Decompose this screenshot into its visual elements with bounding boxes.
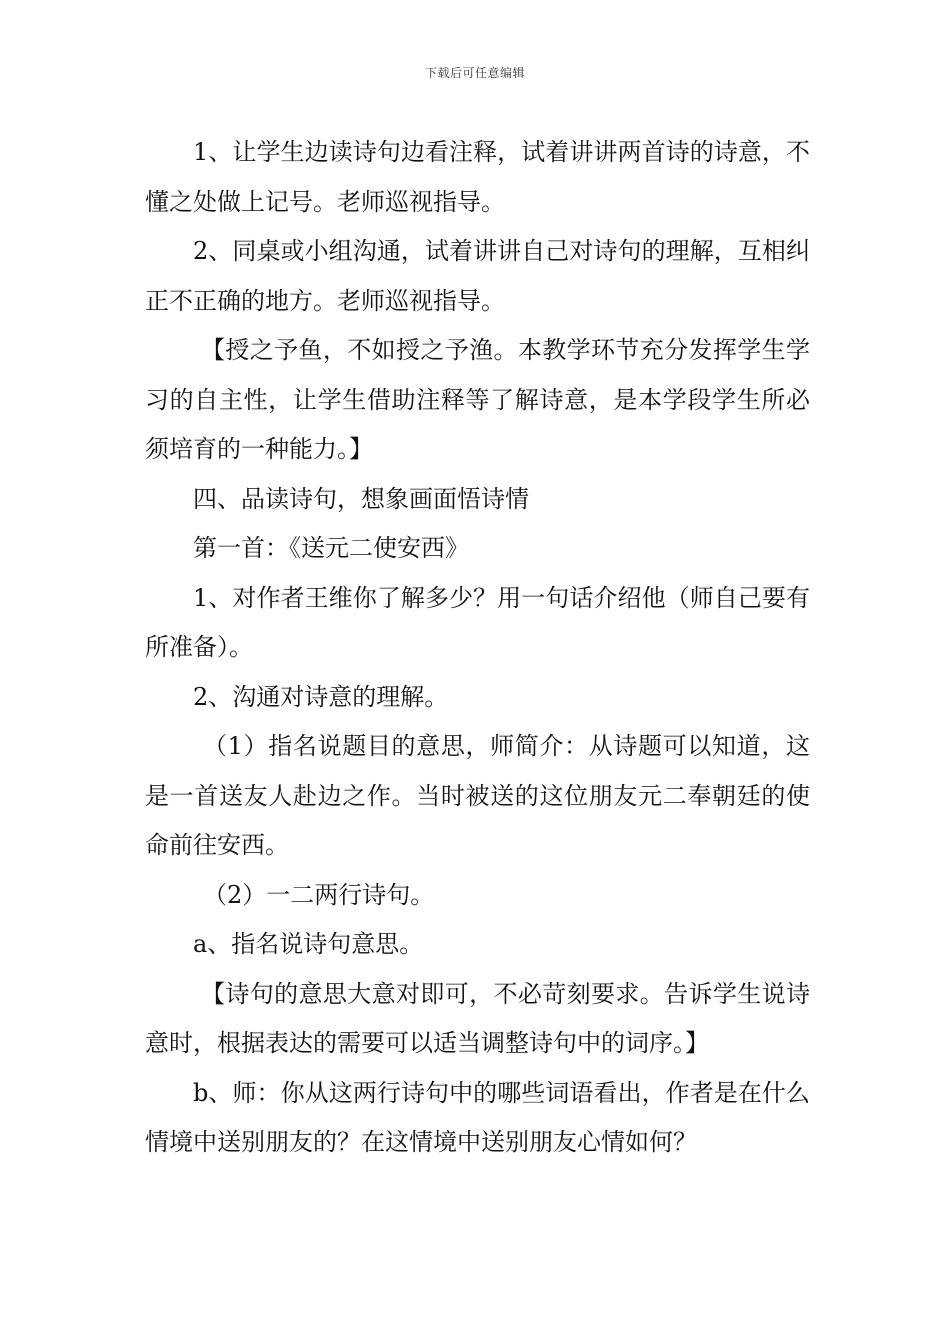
paragraph-note-2: 【诗句的意思大意对即可，不必苛刻要求。告诉学生说诗意时，根据表达的需要可以适当调整诗句中的词序。】 [145,979,810,1057]
paragraph-author: 1、对作者王维你了解多少？用一句话介绍他（师自己要有所准备）。 [145,583,810,661]
paragraph-sub-2: （2）一二两行诗句。 [203,880,435,909]
paragraph-discuss: 2、沟通对诗意的理解。 [193,682,449,711]
paragraph-item-a: a、指名说诗句意思。 [193,930,424,958]
paragraph-sub-1: （1）指名说题目的意思，师简介：从诗题可以知道，这是一首送友人赴边之作。当时被送的这位朋友元二奉朝廷的使命前往安西。 [145,732,810,859]
document-body [145,128,810,1168]
paragraph-note-1: 【授之予鱼，不如授之予渔。本教学环节充分发挥学生学习的自主性，让学生借助注释等了解诗意，是本学段学生所必须培育的一种能力。】 [145,336,810,463]
page-header: 下载后可任意编辑 [424,66,525,80]
paragraph-step-2: 2、同桌或小组沟通，试着讲讲自己对诗句的理解，互相纠正不正确的地方。老师巡视指导。 [145,237,810,315]
paragraph-step-1: 1、让学生边读诗句边看注释，试着讲讲两首诗的诗意，不懂之处做上记号。老师巡视指导。 [145,138,810,216]
section-heading-4: 四、品读诗句，想象画面悟诗情 [193,484,529,513]
paragraph-item-b: b、师：你从这两行诗句中的哪些词语看出，作者是在什么情境中送别朋友的？在这情境中送别朋友心情如何？ [145,1078,810,1156]
poem-heading: 第一首：《送元二使安西》 [193,534,469,562]
